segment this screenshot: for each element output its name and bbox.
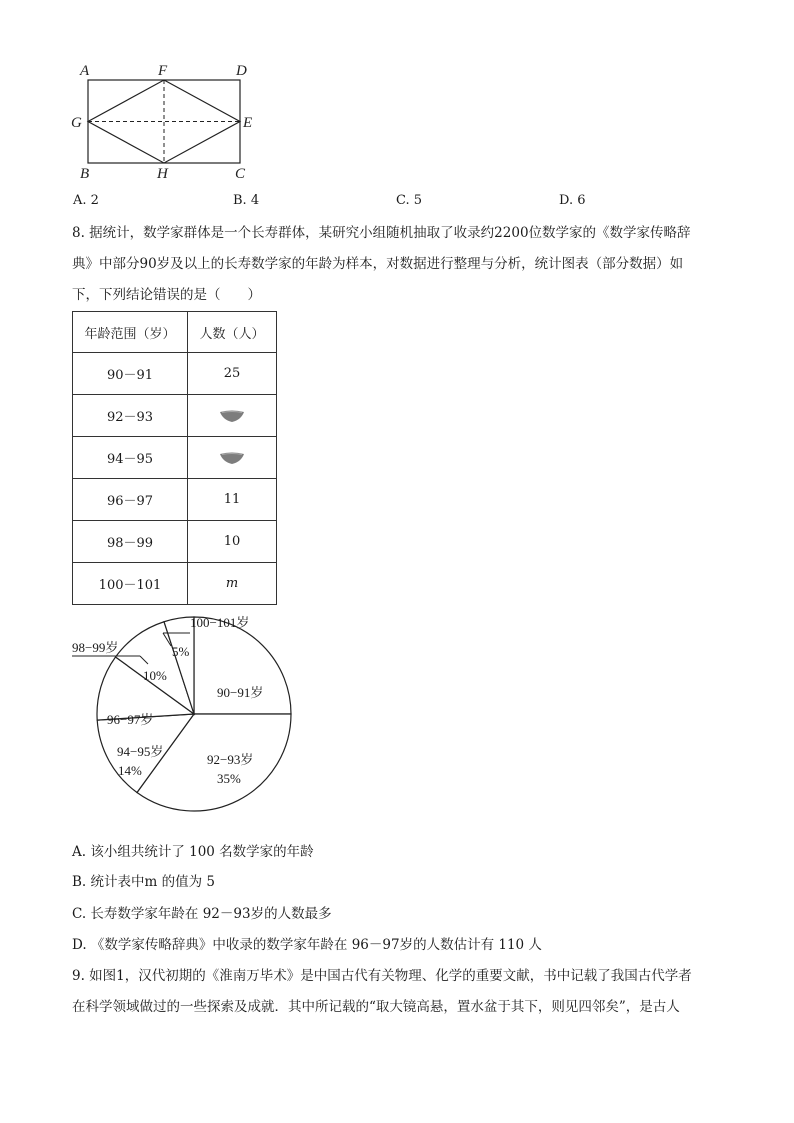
table-row	[73, 353, 277, 395]
pie-label-14pct: 14%	[118, 763, 142, 778]
q7-option-c: C. 5	[396, 193, 423, 208]
pie-label-5pct: 5%	[172, 644, 190, 659]
header-age-range: 年龄范围（岁）	[73, 312, 188, 353]
pie-label-35pct: 35%	[217, 771, 241, 786]
row-count-obscured	[188, 395, 277, 437]
point-label-f: F	[158, 63, 168, 79]
point-label-d: D	[236, 63, 247, 79]
ink-blot-icon	[219, 409, 245, 423]
table-row	[73, 479, 277, 521]
point-label-h: H	[157, 166, 168, 182]
row-count: 10	[188, 521, 277, 563]
q8-option-c: C. 长寿数学家年龄在 92－93岁的人数最多	[72, 906, 332, 922]
pie-callout-100-101: 100−101岁	[190, 615, 250, 630]
pie-label-96-97: 96−97岁	[107, 712, 154, 727]
age-pie-chart	[60, 608, 300, 818]
q8-stem-line3: 下，下列结论错误的是（ ）	[72, 287, 261, 303]
row-count: m	[188, 563, 277, 605]
q8-option-a: A. 该小组共统计了 100 名数学家的年龄	[72, 844, 314, 860]
header-count: 人数（人）	[188, 312, 277, 353]
rectangle-rhombus-figure	[60, 58, 270, 186]
row-range: 94－95	[73, 437, 188, 479]
q7-option-b: B. 4	[233, 193, 260, 208]
q7-option-a: A. 2	[73, 193, 99, 208]
q7-option-d: D. 6	[559, 193, 586, 208]
table-row	[73, 437, 277, 479]
table-row	[73, 395, 277, 437]
q8-option-b: B. 统计表中m 的值为 5	[72, 874, 215, 890]
point-label-a: A	[80, 63, 90, 79]
q9-stem-line1: 9. 如图1，汉代初期的《淮南万毕术》是中国古代有关物理、化学的重要文献，书中记载了我国古代学者	[72, 968, 692, 984]
pie-label-94-95: 94−95岁	[117, 744, 164, 759]
row-count: 25	[188, 353, 277, 395]
q8-stem-line1: 8. 据统计，数学家群体是一个长寿群体，某研究小组随机抽取了收录约2200位数学家的《数学家传略辞	[72, 225, 691, 241]
row-range: 90－91	[73, 353, 188, 395]
point-label-e: E	[243, 115, 253, 131]
point-label-g: G	[71, 115, 82, 131]
row-range: 98－99	[73, 521, 188, 563]
ink-blot-icon	[219, 451, 245, 465]
row-range: 92－93	[73, 395, 188, 437]
q9-stem-line2: 在科学领域做过的一些探索及成就．其中所记载的“取大镜高悬，置水盆于其下，则见四邻矣”，是古人	[72, 999, 680, 1015]
table-row	[73, 563, 277, 605]
q8-option-d: D. 《数学家传略辞典》中收录的数学家年龄在 96－97岁的人数估计有 110 人	[72, 937, 542, 953]
pie-label-92-93: 92−93岁	[207, 752, 254, 767]
pie-label-90-91: 90−91岁	[217, 685, 264, 700]
row-range: 96－97	[73, 479, 188, 521]
pie-callout-98-99: 98−99岁	[72, 640, 119, 655]
point-label-c: C	[235, 166, 246, 182]
pie-label-10pct: 10%	[143, 668, 167, 683]
table-row	[73, 521, 277, 563]
row-count: 11	[188, 479, 277, 521]
age-statistics-table	[72, 311, 277, 605]
row-count-obscured	[188, 437, 277, 479]
row-range: 100－101	[73, 563, 188, 605]
q8-stem-line2: 典》中部分90岁及以上的长寿数学家的年龄为样本，对数据进行整理与分析，统计图表（部分数据）如	[72, 256, 684, 272]
point-label-b: B	[80, 166, 90, 182]
table-header-row	[73, 312, 277, 353]
